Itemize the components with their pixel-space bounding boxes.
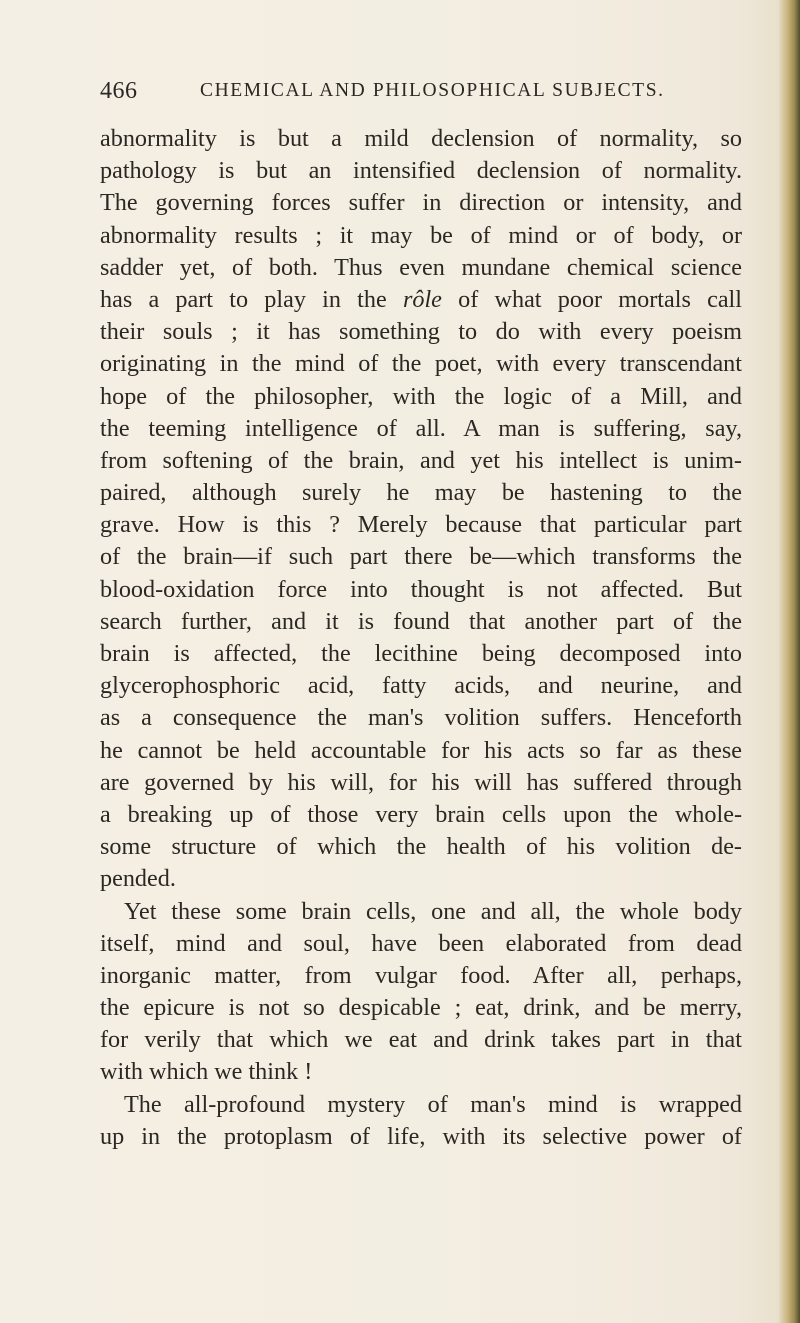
text-line: originating in the mind of the poet, with every transcendant <box>100 350 742 378</box>
running-head <box>100 78 740 112</box>
running-title: CHEMICAL AND PHILOSOPHICAL SUBJECTS. <box>200 80 665 101</box>
text-line: blood-oxidation force into thought is not affected. But <box>100 575 742 603</box>
page-number: 466 <box>100 78 138 104</box>
text-line: up in the protoplasm of life, with its selective power of <box>100 1122 742 1150</box>
text-line: hope of the philosopher, with the logic of a Mill, and <box>100 382 742 410</box>
text-line: their souls ; it has something to do with every poeism <box>100 318 742 346</box>
text-line: abnormality results ; it may be of mind or of body, or <box>100 221 742 249</box>
text-line: itself, mind and soul, have been elaborated from dead <box>100 929 742 957</box>
text-line: for verily that which we eat and drink takes part in that <box>100 1026 742 1054</box>
text-line: with which we think ! <box>100 1058 313 1086</box>
text-line: are governed by his will, for his will has suffered through <box>100 768 742 796</box>
text-line: glycerophosphoric acid, fatty acids, and neurine, and <box>100 672 742 700</box>
text-line: paired, although surely he may be hastening to the <box>100 479 742 507</box>
text-line: pended. <box>100 865 176 893</box>
text-line: search further, and it is found that another part of the <box>100 607 742 635</box>
text-line: pathology is but an intensified declension of normality. <box>100 157 742 185</box>
text-line: inorganic matter, from vulgar food. After all, perhaps, <box>100 961 742 989</box>
page-edge-shadow <box>778 0 800 1323</box>
text-line: Yet these some brain cells, one and all, the whole body <box>124 897 742 925</box>
text-line: abnormality is but a mild declension of normality, so <box>100 125 742 152</box>
text-line: has a part to play in the rôle of what poor mortals call <box>100 285 742 313</box>
text-line: The governing forces suffer in direction or intensity, and <box>100 189 742 217</box>
text-line: he cannot be held accountable for his acts so far as these <box>100 736 742 764</box>
body-text <box>100 123 742 1153</box>
text-line: of the brain—if such part there be—which transforms the <box>100 543 742 571</box>
text-line: from softening of the brain, and yet his intellect is unim- <box>100 446 742 474</box>
text-line: the epicure is not so despicable ; eat, drink, and be merry, <box>100 994 742 1022</box>
text-line: a breaking up of those very brain cells upon the whole- <box>100 800 742 828</box>
text-line: the teeming intelligence of all. A man is suffering, say, <box>100 414 742 442</box>
text-line: grave. How is this ? Merely because that particular part <box>100 511 742 539</box>
text-line: sadder yet, of both. Thus even mundane chemical science <box>100 253 742 281</box>
text-line: some structure of which the health of his volition de- <box>100 833 742 861</box>
text-line: as a consequence the man's volition suffers. Henceforth <box>100 704 742 732</box>
text-line: brain is affected, the lecithine being decomposed into <box>100 640 742 667</box>
text-line: The all-profound mystery of man's mind is wrapped <box>124 1090 742 1118</box>
